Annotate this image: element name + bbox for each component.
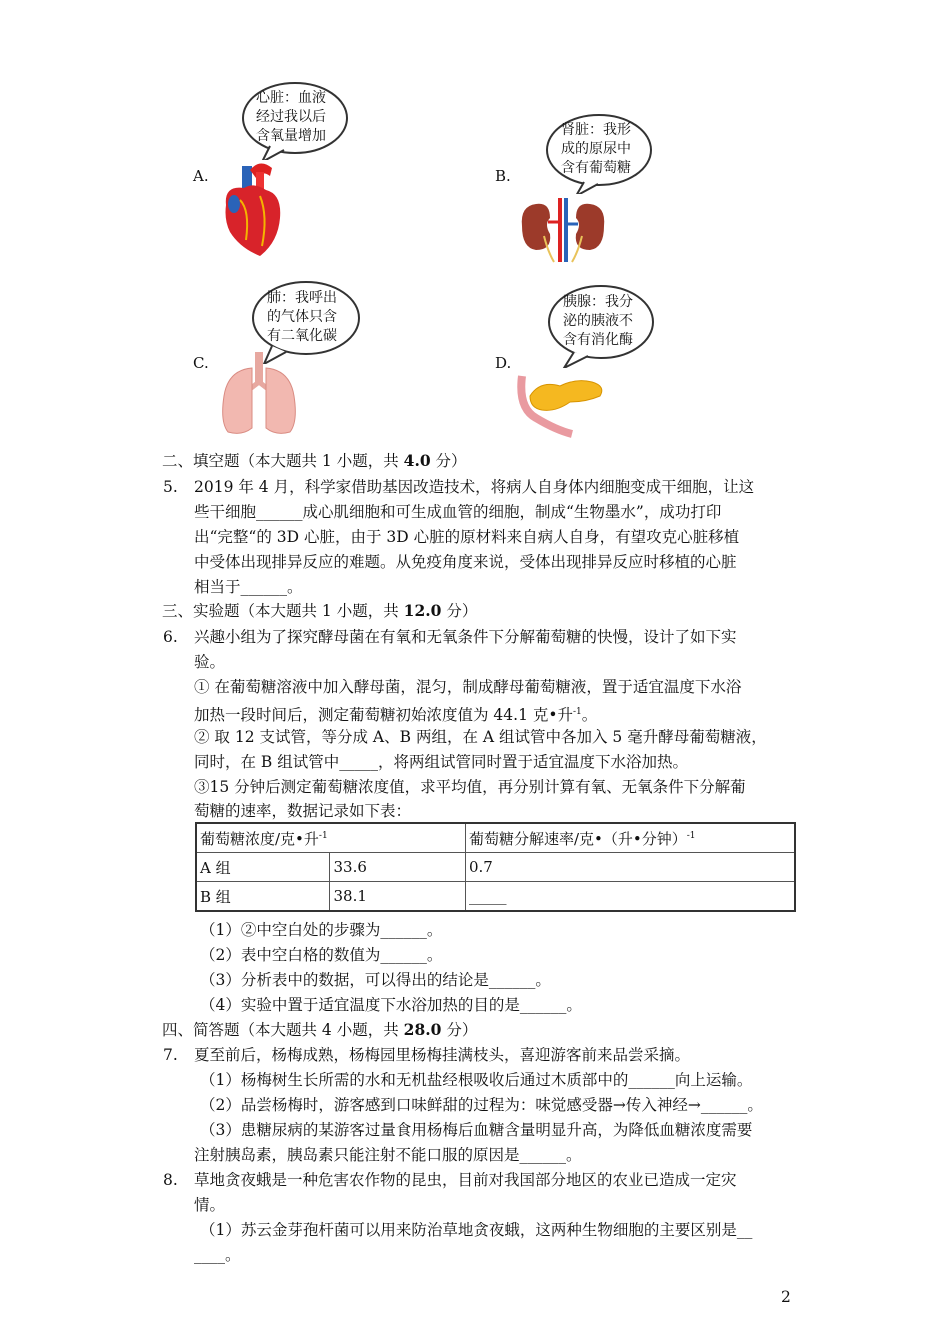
data-table [195, 822, 796, 912]
option-b-letter: B. [495, 167, 511, 185]
q7-sub3: （3）患糖尿病的某游客过量食用杨梅后血糖含量明显升高，为降低血糖浓度需要 [200, 1121, 753, 1139]
speech-b-line2: 成的原尿中 [561, 141, 631, 157]
option-a-letter: A. [193, 167, 209, 185]
speech-b-line3: 含有葡萄糖 [561, 160, 631, 176]
table-header-concentration: 葡萄糖浓度/克•升$^{-1}$ [196, 823, 466, 853]
speech-a-line2: 经过我以后 [256, 109, 326, 125]
table-cell-group: B 组 [196, 882, 330, 912]
speech-a-line3: 含氧量增加 [256, 128, 326, 144]
q8-line1: 草地贪夜蛾是一种危害农作物的昆虫，目前对我国部分地区的农业已造成一定灾 [194, 1171, 737, 1189]
q5-line4: 中受体出现排异反应的难题。从免疫角度来说，受体出现排异反应时移植的心脏 [194, 553, 737, 571]
q5-number: 5. [163, 478, 178, 496]
q6-line7: ③15 分钟后测定葡萄糖浓度值，求平均值，再分别计算有氧、无氧条件下分解葡 [194, 778, 746, 796]
page-number: 2 [781, 1288, 791, 1306]
q6-number: 6. [163, 628, 178, 646]
option-c-letter: C. [193, 354, 209, 372]
q6-line5: ② 取 12 支试管，等分成 A、B 两组，在 A 组试管中各加入 5 毫升酵母葡萄糖液， [194, 728, 767, 746]
q6-sub3: （3）分析表中的数据，可以得出的结论是______。 [200, 971, 551, 989]
q7-number: 7. [163, 1046, 178, 1064]
table-header-rate: 葡萄糖分解速率/克•（升•分钟）$^{-1}$ [466, 823, 796, 853]
table-cell-conc: 33.6 [330, 853, 466, 882]
speech-c-line3: 有二氧化碳 [267, 328, 337, 344]
q5-line5: 相当于______。 [194, 578, 303, 596]
section-short-score: 28.0 [403, 1020, 442, 1039]
q8-sub1: （1）苏云金芽孢杆菌可以用来防治草地贪夜蛾，这两种生物细胞的主要区别是__ [200, 1221, 753, 1239]
q6-sub2: （2）表中空白格的数值为______。 [200, 946, 443, 964]
table-cell-rate: 0.7 [466, 853, 796, 882]
table-cell-rate: _____ [466, 882, 796, 912]
section-short-heading: 四、简答题（本大题共 4 小题，共 28.0 分） [162, 1020, 478, 1039]
section-fill-heading: 二、填空题（本大题共 1 小题，共 4.0 分） [162, 451, 467, 470]
speech-d-line2: 泌的胰液不 [563, 313, 633, 329]
q6-sub1: （1）②中空白处的步骤为______。 [200, 921, 443, 939]
pancreas-icon [516, 368, 608, 438]
table-header-row [196, 823, 795, 853]
q6-line8: 萄糖的速率，数据记录如下表： [194, 802, 412, 820]
q7-sub2: （2）品尝杨梅时，游客感到口味鲜甜的过程为：味觉感受器→传入神经→______。 [200, 1096, 763, 1114]
kidney-icon [518, 196, 608, 264]
q6-line2: 验。 [194, 653, 226, 671]
q6-line4: 加热一段时间后，测定葡萄糖初始浓度值为 44.1 克•升$^{-1}$。 [194, 706, 598, 725]
speech-c-line2: 的气体只含 [267, 309, 337, 325]
table-cell-group: A 组 [196, 853, 330, 882]
q8-sub1-cont: ____。 [194, 1246, 241, 1264]
section-fill-score: 4.0 [403, 451, 431, 470]
heart-icon [220, 160, 285, 260]
q6-line1: 兴趣小组为了探究酵母菌在有氧和无氧条件下分解葡萄糖的快慢，设计了如下实 [194, 628, 737, 646]
speech-c-line1: 肺：我呼出 [267, 290, 337, 306]
table-cell-conc: 38.1 [330, 882, 466, 912]
table-row [196, 882, 795, 912]
q7-line1: 夏至前后，杨梅成熟，杨梅园里杨梅挂满枝头，喜迎游客前来品尝采摘。 [194, 1046, 691, 1064]
lungs-icon [218, 352, 300, 436]
speech-a-line1: 心脏：血液 [256, 90, 326, 106]
q5-line2: 些干细胞______成心肌细胞和可生成血管的细胞，制成“生物墨水”，成功打印 [194, 503, 722, 521]
speech-d-line1: 胰腺：我分 [563, 294, 633, 310]
q6-line6: 同时，在 B 组试管中_____，将两组试管同时置于适宜温度下水浴加热。 [194, 753, 688, 771]
q5-line1: 2019 年 4 月，科学家借助基因改造技术，将病人自身体内细胞变成干细胞，让这 [194, 478, 755, 496]
table-row [196, 853, 795, 882]
option-d-letter: D. [495, 354, 512, 372]
speech-b-line1: 肾脏：我形 [561, 122, 631, 138]
q7-sub1: （1）杨梅树生长所需的水和无机盐经根吸收后通过木质部中的______向上运输。 [200, 1071, 753, 1089]
q5-line3: 出“完整“的 3D 心脏，由于 3D 心脏的原材料来自病人自身，有望攻克心脏移植 [194, 528, 740, 546]
q6-line3: ① 在葡萄糖溶液中加入酵母菌，混匀，制成酵母葡萄糖液，置于适宜温度下水浴 [194, 678, 742, 696]
speech-d-line3: 含有消化酶 [563, 332, 633, 348]
section-exp-heading: 三、实验题（本大题共 1 小题，共 12.0 分） [162, 601, 478, 620]
q6-sub4: （4）实验中置于适宜温度下水浴加热的目的是______。 [200, 996, 582, 1014]
q8-line2: 情。 [194, 1196, 226, 1214]
section-exp-score: 12.0 [403, 601, 442, 620]
q7-sub3-cont: 注射胰岛素，胰岛素只能注射不能口服的原因是______。 [194, 1146, 582, 1164]
q8-number: 8. [163, 1171, 178, 1189]
